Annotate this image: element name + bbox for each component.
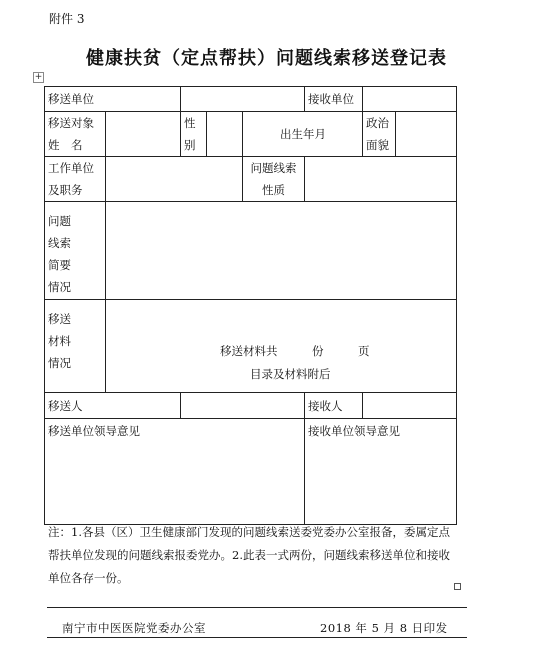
material-catalog-text: 目录及材料附后 bbox=[250, 367, 331, 381]
transfer-unit-field[interactable] bbox=[181, 87, 305, 112]
footnote: 注：1.各县（区）卫生健康部门发现的问题线索送委党委办公室报备，委属定点帮扶单位发现的问题线索报委党办。2.此表一式两份，问题线索移送单位和接收单位各存一份。 bbox=[48, 525, 450, 585]
gender-label: 性 别 bbox=[181, 112, 207, 157]
footer-date: 2018 年 5 月 8 日印发 bbox=[320, 621, 448, 635]
receive-unit-label: 接收单位 bbox=[305, 87, 363, 112]
annex-label: 附件 3 bbox=[49, 12, 85, 26]
material-count-text: 移送材料共 份 页 bbox=[220, 344, 370, 358]
work-unit-label: 工作单位 及职务 bbox=[45, 157, 106, 202]
receiver-label: 接收人 bbox=[305, 393, 363, 419]
work-unit-field[interactable] bbox=[106, 157, 243, 202]
clue-nature-field[interactable] bbox=[305, 157, 457, 202]
receiver-field[interactable] bbox=[363, 393, 457, 419]
receive-leader-opinion-label: 接收单位领导意见 bbox=[308, 424, 401, 438]
registration-form-table bbox=[44, 86, 457, 525]
clue-summary-label: 问题 线索 简要 情况 bbox=[45, 202, 106, 300]
clue-summary-field[interactable] bbox=[106, 202, 457, 300]
footer-rule-top bbox=[47, 607, 467, 608]
gender-field[interactable] bbox=[207, 112, 243, 157]
transfer-target-name-field[interactable] bbox=[106, 112, 181, 157]
political-status-label: 政治 面貌 bbox=[363, 112, 396, 157]
transferer-label: 移送人 bbox=[45, 393, 181, 419]
transfer-leader-opinion-cell[interactable] bbox=[45, 419, 305, 525]
receive-leader-opinion-cell[interactable] bbox=[305, 419, 457, 525]
receive-unit-field[interactable] bbox=[363, 87, 457, 112]
table-move-handle-icon[interactable]: + bbox=[34, 72, 43, 82]
transfer-unit-label: 移送单位 bbox=[45, 87, 181, 112]
paragraph-mark-icon bbox=[454, 583, 461, 590]
transfer-target-label: 移送对象 姓 名 bbox=[45, 112, 106, 157]
political-status-field[interactable] bbox=[396, 112, 457, 157]
footer-issuer: 南宁市中医医院党委办公室 bbox=[62, 621, 206, 635]
birth-date-label: 出生年月 bbox=[243, 112, 363, 157]
clue-nature-label: 问题线索 性质 bbox=[243, 157, 305, 202]
footer-rule-bottom bbox=[47, 637, 467, 638]
transferer-field[interactable] bbox=[181, 393, 305, 419]
document-title: 健康扶贫（定点帮扶）问题线索移送登记表 bbox=[86, 48, 447, 69]
transfer-leader-opinion-label: 移送单位领导意见 bbox=[48, 424, 140, 438]
material-label: 移送 材料 情况 bbox=[45, 300, 106, 393]
